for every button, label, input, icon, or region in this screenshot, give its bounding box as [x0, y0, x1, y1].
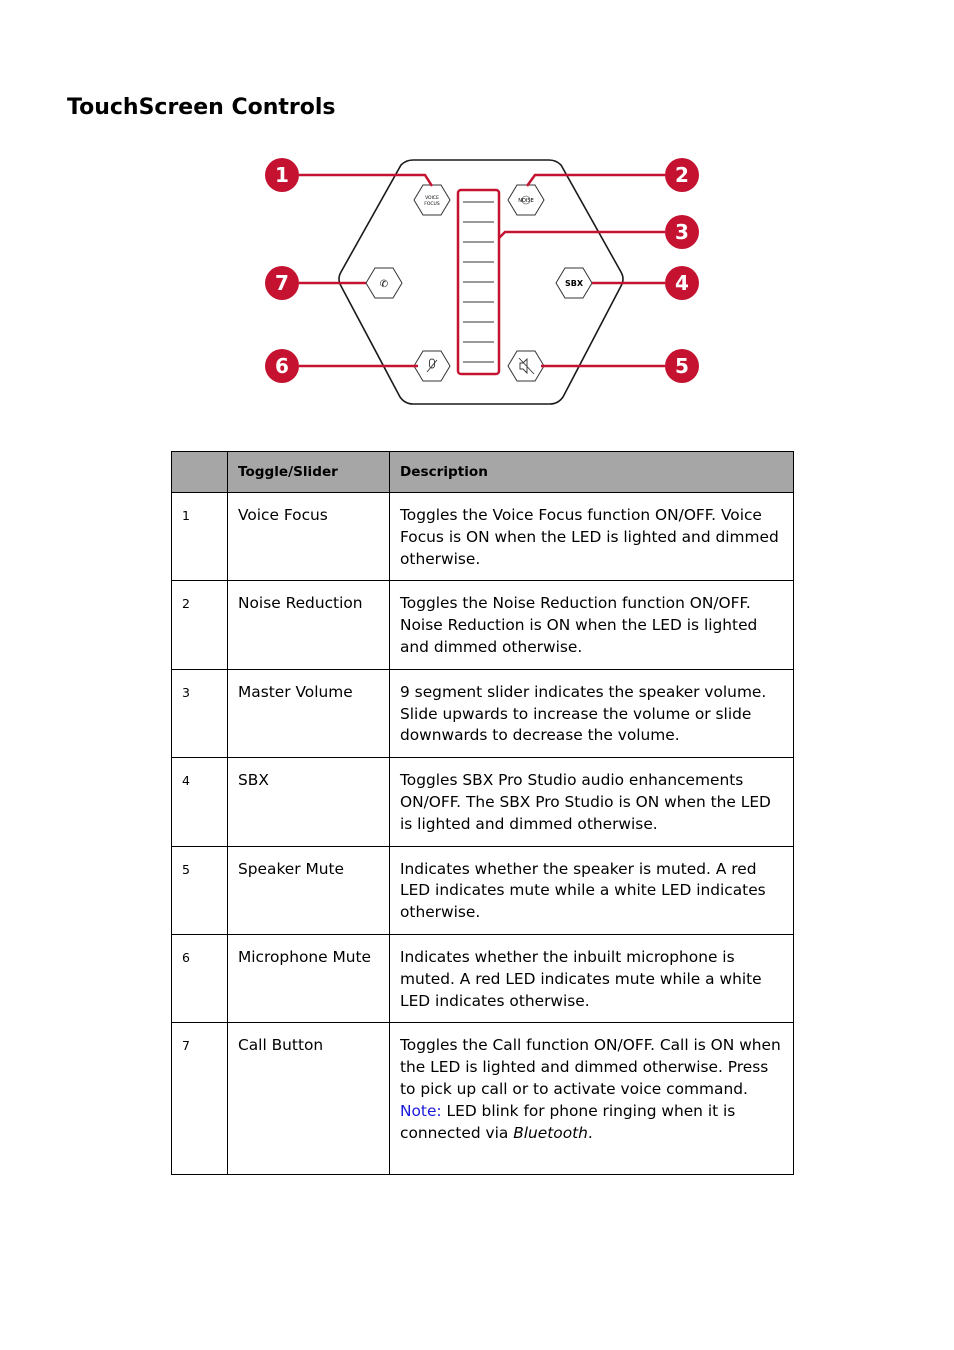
note-label: Note:	[400, 1101, 442, 1120]
callout-7	[265, 266, 299, 300]
note-end: .	[587, 1123, 593, 1142]
callout-5	[665, 349, 699, 383]
row-name: Voice Focus	[228, 493, 390, 581]
row-description-text: Toggles the Call function ON/OFF. Call is ON when the LED is lighted and dimmed otherwise. Press to pick up call or to activate voice command.	[400, 1036, 781, 1098]
row-num: 3	[172, 669, 228, 757]
svg-text:NOISE: NOISE	[518, 198, 534, 204]
row-num: 4	[172, 758, 228, 846]
svg-text:7: 7	[275, 271, 289, 295]
page-title: TouchScreen Controls	[67, 95, 336, 120]
svg-text:5: 5	[675, 354, 689, 378]
callout-3	[665, 215, 699, 249]
table-row	[172, 846, 794, 934]
table-row	[172, 581, 794, 669]
phone-icon: ✆	[379, 279, 389, 290]
header-num	[172, 452, 228, 493]
row-name: Speaker Mute	[228, 846, 390, 934]
row-description: 9 segment slider indicates the speaker volume. Slide upwards to increase the volume or slide downwards to decrease the volume.	[390, 669, 794, 757]
row-description	[390, 1023, 794, 1175]
svg-text:FOCUS: FOCUS	[424, 202, 440, 207]
row-description: Indicates whether the inbuilt microphone is muted. A red LED indicates mute while a white LED indicates otherwise.	[390, 934, 794, 1022]
callout-4	[665, 266, 699, 300]
row-name: Call Button	[228, 1023, 390, 1175]
row-name: Microphone Mute	[228, 934, 390, 1022]
row-num: 7	[172, 1023, 228, 1175]
note-italic: Bluetooth	[513, 1123, 588, 1142]
table-row	[172, 758, 794, 846]
callout-2	[665, 158, 699, 192]
row-name: Noise Reduction	[228, 581, 390, 669]
svg-text:1: 1	[275, 163, 289, 187]
row-name: SBX	[228, 758, 390, 846]
table-row	[172, 669, 794, 757]
table-row	[172, 934, 794, 1022]
row-name: Master Volume	[228, 669, 390, 757]
row-num: 1	[172, 493, 228, 581]
row-description: Indicates whether the speaker is muted. A red LED indicates mute while a white LED indicates otherwise.	[390, 846, 794, 934]
svg-text:SBX: SBX	[564, 279, 584, 288]
note-text: LED blink for phone ringing when it is connected via	[400, 1101, 736, 1142]
table-row	[172, 493, 794, 581]
touchscreen-diagram	[255, 150, 715, 415]
row-num: 5	[172, 846, 228, 934]
callout-6	[265, 349, 299, 383]
volume-slider	[458, 190, 499, 374]
table-header-row	[172, 452, 794, 493]
controls-table	[171, 451, 794, 1175]
svg-text:6: 6	[275, 354, 289, 378]
table-row	[172, 1023, 794, 1175]
svg-text:VOICE: VOICE	[425, 196, 439, 201]
row-num: 6	[172, 934, 228, 1022]
row-description: Toggles SBX Pro Studio audio enhancements ON/OFF. The SBX Pro Studio is ON when the LED is lighted and dimmed otherwise.	[390, 758, 794, 846]
row-description: Toggles the Voice Focus function ON/OFF. Voice Focus is ON when the LED is lighted and dimmed otherwise.	[390, 493, 794, 581]
header-description: Description	[390, 452, 794, 493]
svg-text:4: 4	[675, 271, 689, 295]
callout-1	[265, 158, 299, 192]
svg-text:2: 2	[675, 163, 689, 187]
svg-text:3: 3	[675, 220, 689, 244]
header-toggle: Toggle/Slider	[228, 452, 390, 493]
row-num: 2	[172, 581, 228, 669]
row-description: Toggles the Noise Reduction function ON/OFF. Noise Reduction is ON when the LED is lighted and dimmed otherwise.	[390, 581, 794, 669]
